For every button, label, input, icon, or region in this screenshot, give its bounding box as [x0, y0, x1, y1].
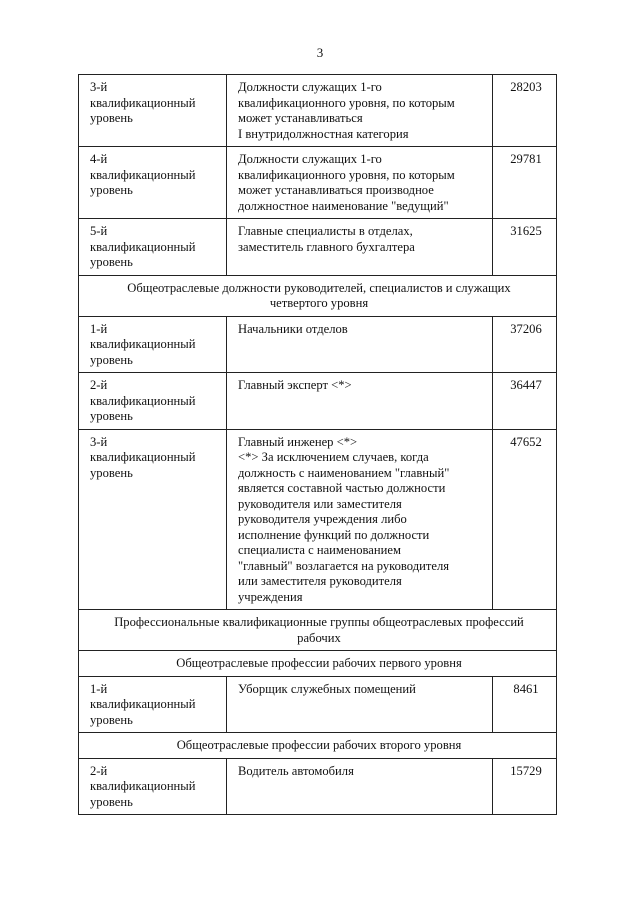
qualification-level-cell: 4-й квалификационный уровень: [79, 147, 227, 219]
salary-value-cell: 47652: [493, 429, 557, 610]
salary-value-cell: 36447: [493, 373, 557, 430]
qualification-level-cell: 5-й квалификационный уровень: [79, 219, 227, 276]
table-row: [79, 676, 557, 733]
position-cell: Водитель автомобиля: [227, 758, 493, 815]
qualification-level-cell: 2-й квалификационный уровень: [79, 758, 227, 815]
position-cell: Уборщик служебных помещений: [227, 676, 493, 733]
position-cell: Должности служащих 1-го квалификационного уровня, по которым может устанавливаться I внутридолжностная категория: [227, 75, 493, 147]
table-row: [79, 75, 557, 147]
group-header-row: [79, 651, 557, 677]
qualification-level-cell: 2-й квалификационный уровень: [79, 373, 227, 430]
group-header-row: [79, 275, 557, 316]
position-cell: Главный инженер <*> <*> За исключением случаев, когда должность с наименованием "главный" является составной частью должности руководителя или заместителя руководителя учреждения либо исполнение функций по должности специалиста с наименованием "главный" возлагается на руководителя или заместителя руководителя учреждения: [227, 429, 493, 610]
table-row: [79, 429, 557, 610]
salary-value-cell: 15729: [493, 758, 557, 815]
position-cell: Главные специалисты в отделах, заместитель главного бухгалтера: [227, 219, 493, 276]
salary-value-cell: 8461: [493, 676, 557, 733]
table-row: [79, 316, 557, 373]
group-header: Общеотраслевые профессии рабочих первого уровня: [79, 651, 557, 677]
qualification-level-cell: 1-й квалификационный уровень: [79, 316, 227, 373]
salary-value-cell: 28203: [493, 75, 557, 147]
position-cell: Должности служащих 1-го квалификационного уровня, по которым может устанавливаться производное должностное наименование "ведущий": [227, 147, 493, 219]
salary-value-cell: 31625: [493, 219, 557, 276]
table-row: [79, 373, 557, 430]
table-row: [79, 219, 557, 276]
qualification-level-cell: 3-й квалификационный уровень: [79, 75, 227, 147]
position-cell: Главный эксперт <*>: [227, 373, 493, 430]
salary-table: [78, 74, 557, 815]
group-header: Профессиональные квалификационные группы общеотраслевых профессий рабочих: [79, 610, 557, 651]
salary-value-cell: 29781: [493, 147, 557, 219]
group-header: Общеотраслевые профессии рабочих второго уровня: [79, 733, 557, 759]
page-number: 3: [316, 45, 324, 60]
qualification-level-cell: 3-й квалификационный уровень: [79, 429, 227, 610]
table-row: [79, 147, 557, 219]
table-row: [79, 758, 557, 815]
group-header-row: [79, 733, 557, 759]
salary-value-cell: 37206: [493, 316, 557, 373]
position-cell: Начальники отделов: [227, 316, 493, 373]
qualification-level-cell: 1-й квалификационный уровень: [79, 676, 227, 733]
group-header-row: [79, 610, 557, 651]
group-header: Общеотраслевые должности руководителей, специалистов и служащих четвертого уровня: [79, 275, 557, 316]
